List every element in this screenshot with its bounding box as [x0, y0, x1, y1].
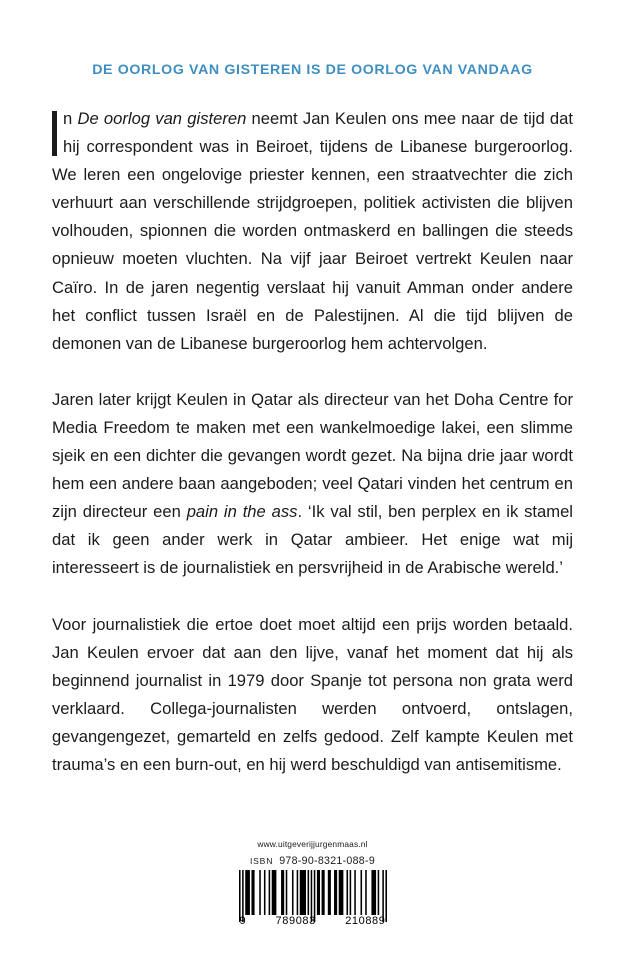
p1-run-2: neemt Jan Keulen ons mee naar de tijd dat hij correspondent was in Beiroet, tijdens de Libanese burgeroorlog. We leren een ongelovige priester kennen, een straatvechter die zich verhuurt aan verschillende strijdgroepen, politiek activisten die blijven volhouden, spionnen die worden ontmaskerd en ballingen die steeds opnieuw moeten vluchten. Na vijf jaar Beiroet vertrekt Keulen naar Caïro. In de jaren negentig verslaat hij vanuit Amman onder andere het conflict tussen Israël en de Palestijnen. Al die tijd blijven de demonen van de Libanese burgeroorlog hem achtervolgen. [52, 109, 573, 353]
isbn-line [0, 855, 625, 868]
barcode-digit-group-left: 789083 [275, 915, 316, 927]
barcode-digits [239, 915, 387, 927]
isbn-label: ISBN [249, 856, 274, 866]
p1-run-1: n [63, 109, 78, 128]
dropcap-i [52, 111, 57, 156]
publisher-website[interactable]: www.uitgeverijjurgenmaas.nl [257, 839, 368, 849]
blurb-column [52, 105, 573, 779]
barcode [239, 870, 387, 928]
colophon [0, 838, 625, 868]
blurb-paragraph-2 [52, 386, 573, 583]
blurb-paragraph-1 [52, 105, 573, 358]
page-headline: DE OORLOG VAN GISTEREN IS DE OORLOG VAN VANDAAG [92, 62, 533, 78]
p2-italic-phrase: pain in the ass [186, 502, 298, 522]
p2-run-2: . ‘Ik val stil, ben perplex en ik stamel dat ik geen ander werk in Qatar ambieer. Het enige wat mij interesseert is de journalistiek en persvrijheid in de Arabische wereld.’ [52, 502, 573, 578]
barcode-digit-leading: 9 [239, 915, 247, 927]
isbn-number: 978-90-8321-088-9 [279, 855, 376, 867]
blurb-paragraph-3: Voor journalistiek die ertoe doet moet altijd een prijs worden betaald. Jan Keulen ervoer dat aan den lijve, vanaf het moment dat hij als beginnend journalist in 1979 door Spanje tot persona non grata werd verklaard. Collega-journalisten werden ontvoerd, ontslagen, gevangengezet, gemarteld en zelfs gedood. Zelf kampte Keulen met trauma’s en een burn-out, en hij werd beschuldigd van antisemitisme. [52, 614, 573, 774]
barcode-digit-group-right: 210889 [345, 915, 386, 927]
p1-book-title: De oorlog van gisteren [77, 109, 247, 128]
p2-run-1: Jaren later krijgt Keulen in Qatar als directeur van het Doha Centre for Media Freedom te maken met een wankelmoedige lakei, een slimme sjeik en een dichter die gevangen wordt gezet. Na bijna drie jaar wordt hem een andere baan aangeboden; veel Qatari vinden het centrum en zijn directeur een [52, 389, 573, 522]
